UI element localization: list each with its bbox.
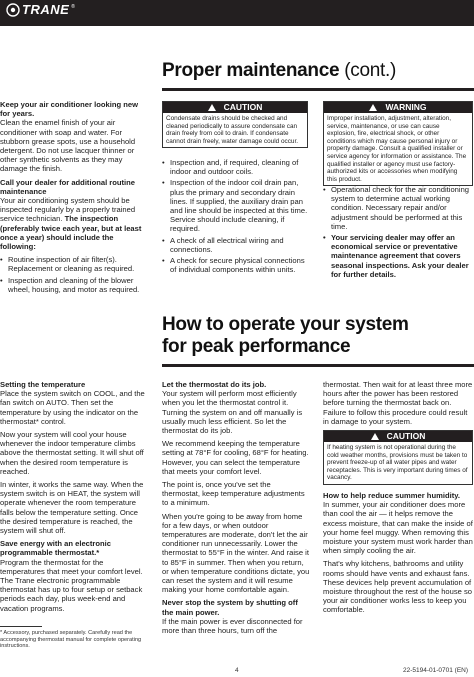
title-cont: (cont.) — [344, 60, 397, 81]
paragraph-clean-finish: Clean the enamel finish of your air conditioner with soap and water. For stubborn grease spots, use a household detergent. Do not use lacquer thinner or other synthetic solvents as they may damage the finish. — [0, 118, 136, 174]
paragraph: thermostat. Then wait for at least three more hours after the power has been restored before turning the thermostat back on. Failure to follow this procedure could result in damage to your system. — [323, 380, 473, 426]
inspection-list — [0, 255, 150, 294]
heading-call-dealer: Call your dealer for additional routine maintenance — [0, 177, 136, 196]
paragraph: If the main power is ever disconnected for more than three hours, turn off the — [162, 616, 303, 636]
operate-column-1 — [0, 380, 150, 617]
warning-box — [323, 101, 473, 186]
heading-thermostat-job: Let the thermostat do its job. — [162, 380, 267, 389]
heading-reduce-humidity: How to help reduce summer humidity. — [323, 490, 460, 500]
maintenance-right-column — [323, 185, 473, 281]
title-line-2: for peak performance — [162, 336, 351, 357]
caution-label: CAUTION — [223, 102, 263, 112]
maintenance-left-column — [0, 100, 150, 296]
inspection-list-final — [323, 185, 473, 279]
footnote: * Accessory, purchased separately. Carefully read the accompanying thermostat manual for complete operating instructions. — [0, 630, 142, 650]
section-rule — [162, 364, 474, 367]
footnote-rule — [0, 626, 42, 627]
logo-registered-mark: ® — [71, 3, 75, 10]
list-item: • Inspection of the indoor coil drain pan, plus the primary and secondary drain lines. If supplied, the auxiliary drain pan and line should be inspected at this time. Service should include cleaning, if required. — [162, 178, 310, 233]
list-item: • A check of all electrical wiring and connections. — [162, 236, 310, 254]
heading-save-energy: Save energy with an electronic programmable thermostat.* — [0, 539, 111, 558]
title-line-1: How to operate your system — [162, 314, 409, 335]
paragraph: In summer, your air conditioner does more than cool the air — it helps remove the excess moisture, that can make the inside of your home feel muggy. When removing this moisture your system must work harder than when simply cooling the air. — [323, 500, 473, 556]
title-main: Proper maintenance — [162, 60, 340, 81]
paragraph: Place the system switch on COOL, and the fan switch on AUTO. Then set the temperature by using the indicator on the thermostat* control. — [0, 389, 145, 426]
section-title-operate — [162, 314, 409, 358]
caution-text: Condensate drains should be checked and cleaned periodically to assure condensate can drain freely from coil to drain. If condensate cannot drain freely, water damage could occur. — [166, 115, 299, 145]
document-number: 22-5194-01-0701 (EN) — [403, 667, 469, 674]
heading-keep-looking-new: Keep your air conditioner looking new for years. — [0, 100, 138, 119]
trane-logo — [6, 2, 75, 17]
caution-text: If heating system is not operational during the cold weather months, provisions must be taken to prevent freeze-up of all water pipes and water receptacles. This is very important during times of vacancy. — [327, 444, 468, 482]
operate-column-2 — [162, 380, 310, 639]
caution-header — [163, 102, 307, 113]
warning-triangle-icon — [369, 104, 377, 111]
warning-triangle-icon — [208, 104, 216, 111]
paragraph: Your system will perform most efficiently when you let the thermostat control it. Turning the system on and off manually is usually much less efficient. So let the thermostat do its job. — [162, 389, 303, 436]
paragraph: Now your system will cool your house whenever the indoor temperature climbs above the thermostat setting. It will shut off when the desired room temperature is reached. — [0, 430, 144, 476]
maintenance-middle-column — [162, 158, 310, 276]
paragraph: That's why kitchens, bathrooms and utility rooms should have vents and exhaust fans. These devices help prevent accumulation of moisture throughout the rest of the house so your air conditioner works less to keep you comfortable. — [323, 559, 473, 615]
trane-emblem-icon — [6, 3, 20, 17]
list-item: • A check for secure physical connections of individual components within units. — [162, 256, 310, 274]
list-item: • Inspection and cleaning of the blower wheel, housing, and motor as required. — [0, 276, 150, 294]
caution-box-condensate — [162, 101, 308, 148]
header-bar — [0, 0, 474, 26]
warning-text: Improper installation, adjustment, alteration, service, maintenance, or use can cause explosion, fire, electrical shock, or other conditions which may cause personal injury or property damage. Consult a qualified installer or service agency for information or assistance. The qualified installer or agency must use factory-authorized kits or accessories when modifying this product. — [327, 115, 467, 183]
caution-box-freeze — [323, 430, 473, 485]
inspection-list-continued — [162, 158, 310, 274]
paragraph: In winter, it works the same way. When the system switch is on HEAT, the system will operate whenever the room temperature falls below the temperature setting. Once the desired temperature is reached, the system will shut off. — [0, 480, 144, 536]
warning-triangle-icon — [371, 433, 379, 440]
caution-header — [324, 431, 472, 442]
section-title-maintenance — [162, 60, 396, 82]
list-item: • Inspection and, if required, cleaning of indoor and outdoor coils. — [162, 158, 310, 176]
paragraph: The point is, once you've set the thermostat, keep temperature adjustments to a minimum. — [162, 480, 305, 508]
paragraph: We recommend keeping the temperature setting at 78°F for cooling, 68°F for heating. However, you can select the temperature that meets your comfort level. — [162, 439, 309, 476]
paragraph: Program the thermostat for the temperatures that meet your comfort level. The Trane electronic programmable thermostat has up to four setup or setback periods each day, plus week-end and vacation programs. — [0, 557, 143, 613]
inspection-text: Your air conditioning system should be inspected regularly by a properly trained service technician. — [0, 196, 136, 224]
paragraph-inspection — [0, 196, 150, 251]
heading-never-stop: Never stop the system by shutting off the main power. — [162, 598, 298, 617]
heading-setting-temperature: Setting the temperature — [0, 380, 86, 389]
inspection-bold-text: The inspection (preferably twice each year, but at least once a year) should include the following: — [0, 214, 142, 252]
warning-header — [324, 102, 472, 113]
list-item: • Operational check for the air conditioning system to determine actual working condition. Necessary repair and/or adjustment should be performed at this time. — [323, 185, 473, 231]
list-item: • Routine inspection of air filter(s). Replacement or cleaning as required. — [0, 255, 150, 273]
operate-column-3 — [323, 380, 473, 619]
section-rule — [162, 88, 474, 91]
caution-label: CAUTION — [386, 431, 426, 442]
warning-label: WARNING — [385, 102, 427, 112]
list-item-dealer-agreement: • Your servicing dealer may offer an economical service or preventative maintenance agreement that covers seasonal inspections. Ask your dealer for further details. — [323, 233, 473, 279]
logo-wordmark: TRANE — [22, 2, 70, 17]
paragraph: When you're going to be away from home for a few days, or when outdoor temperatures are moderate, don't let the air conditioner run unnecessarily. Lower the thermostat to 55°F in the winter. And raise it to 85°F in summer. Then when you return, or when temperature conditions dictate, you can reset the system and it will resume making your home comfortable again. — [162, 511, 310, 595]
page-number: 4 — [235, 667, 239, 674]
